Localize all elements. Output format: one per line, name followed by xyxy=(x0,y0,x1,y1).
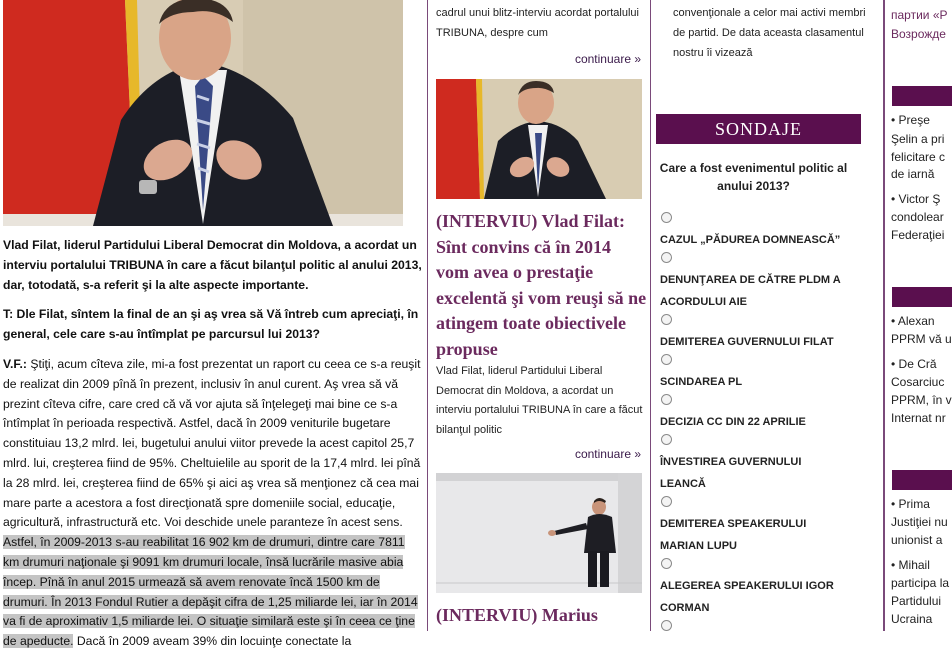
sidebar-item[interactable]: • Mihail xyxy=(891,558,930,572)
sidebar-item[interactable]: • Victor Ş xyxy=(891,192,941,206)
sidebar-item[interactable]: condolear xyxy=(891,210,944,224)
article-answer xyxy=(3,355,423,652)
poll-radio[interactable] xyxy=(661,620,672,631)
answer-tail: Dacă în 2009 aveam 39% din locuinţe conectate la xyxy=(73,634,352,649)
column-divider xyxy=(883,0,885,631)
sidebar-item[interactable]: Cosarciuc xyxy=(891,375,945,389)
poll-radio[interactable] xyxy=(661,496,672,507)
sidebar-item[interactable]: Justiţiei nu xyxy=(891,515,948,529)
poll-option-label[interactable]: ALEGEREA SPEAKERULUI IGOR xyxy=(660,580,834,592)
sidebar-item[interactable]: Federaţiei xyxy=(891,228,945,242)
article-question: T: Dle Filat, sîntem la final de an şi aş vrea să Vă întreb cum apreciaţi, în general, cele care s-au întîmplat pe parcursul lui 2013? xyxy=(3,307,419,341)
article-intro: Vlad Filat, liderul Partidului Liberal Democrat din Moldova, a acordat un interviu portalului TRIBUNA în care a făcut bilanţul politic al anului 2013, dar, totodată, s-a referit şi la alte aspecte importante. xyxy=(3,238,422,292)
poll-radio[interactable] xyxy=(661,252,672,263)
poll-radio[interactable] xyxy=(661,354,672,365)
sidebar-section-header xyxy=(892,86,952,106)
news-item-title[interactable]: (INTERVIU) Vlad Filat: Sînt convins că în 2014 vom avea o prestaţie excelentă şi vom reuşi să ne atingem toate obiectivele propuse xyxy=(436,211,647,359)
poll-option-label[interactable]: CAZUL „PĂDUREA DOMNEASCĂ” xyxy=(660,234,841,246)
sidebar-item[interactable]: unionist a xyxy=(891,533,943,547)
poll-option-label[interactable]: DEMITEREA GUVERNULUI FILAT xyxy=(660,336,834,348)
sidebar-text[interactable]: партии «Р xyxy=(891,8,948,22)
news-column xyxy=(428,0,650,631)
news-thumbnail[interactable] xyxy=(436,79,642,199)
portrait-photo-illustration xyxy=(3,0,403,226)
poll-radio[interactable] xyxy=(661,558,672,569)
lecture-photo-illustration xyxy=(436,473,642,593)
poll-column xyxy=(651,0,883,631)
news-item-desc: Vlad Filat, liderul Partidului Liberal Democrat din Moldova, a acordat un interviu portalului TRIBUNA în care a făcut bilanţul politic xyxy=(436,365,643,436)
sidebar-item[interactable]: • De Cră xyxy=(891,357,937,371)
poll-option-label[interactable]: ACORDULUI AIE xyxy=(660,296,747,308)
answer-label: V.F.: xyxy=(3,357,27,371)
poll-radio[interactable] xyxy=(661,314,672,325)
sidebar-item[interactable]: • Prima xyxy=(891,497,930,511)
poll-option-label[interactable]: DECIZIA CC DIN 22 APRILIE xyxy=(660,416,806,428)
poll-radio[interactable] xyxy=(661,394,672,405)
article-hero-photo xyxy=(3,0,403,226)
portrait-thumbnail-illustration xyxy=(436,79,642,199)
sidebar-text[interactable]: Возрожде xyxy=(891,27,946,41)
sidebar-item[interactable]: • Alexan xyxy=(891,314,935,328)
news-item-title[interactable]: (INTERVIU) Marius xyxy=(436,605,598,625)
sidebar-item[interactable]: Ucraina xyxy=(891,612,933,626)
sidebar-item[interactable]: Internat nr xyxy=(891,411,946,425)
poll-radio[interactable] xyxy=(661,212,672,223)
news-thumbnail[interactable] xyxy=(436,473,642,593)
sidebar-section-header xyxy=(892,470,952,490)
poll-option-label[interactable]: MARIAN LUPU xyxy=(660,540,737,552)
article-column xyxy=(0,0,427,649)
poll-question: Care a fost evenimentul politic al anului 2013? xyxy=(659,161,848,193)
sidebar-section-header xyxy=(892,287,952,307)
poll-option-label[interactable]: ÎNVESTIREA GUVERNULUI xyxy=(660,456,802,468)
poll-option-label[interactable]: DEMITEREA SPEAKERULUI xyxy=(660,518,807,530)
continue-link[interactable]: continuare » xyxy=(574,52,641,66)
news-snippet: cadrul unui blitz-interviu acordat portalului TRIBUNA, despre cum xyxy=(436,7,639,39)
poll-column-snippet: convenţionale a celor mai activi membri de partid. De data aceasta clasamentul nostru îi vizează xyxy=(673,7,866,59)
sidebar-item[interactable]: PPRM, în v xyxy=(891,393,952,407)
sidebar-item[interactable]: felicitare c xyxy=(891,150,946,164)
poll-option-label[interactable]: DENUNŢAREA DE CĂTRE PLDM A xyxy=(660,274,841,286)
poll-radio[interactable] xyxy=(661,434,672,445)
continue-link[interactable]: continuare » xyxy=(574,447,641,461)
highlighted-text: Astfel, în 2009-2013 s-au reabilitat 16 902 km de drumuri, dintre care 7811 km drumuri naţionale şi 9091 km drumuri locale, însă lucrările masive abia încep. Pînă în anul 2015 urmează să avem renovate încă 1500 km de drumuri. În 2013 Fondul Rutier a depăşit cifra de 1,25 miliarde lei, iar în 2014 va fi de aproximativ 1,5 miliarde lei. O situaţie similară este şi în ceea ce ţine de apeducte. xyxy=(3,535,418,649)
sidebar-item[interactable]: PPRM vă u xyxy=(891,332,952,346)
answer-text: Ştiţi, acum cîteva zile, mi-a fost prezentat un raport cu ceea ce s-a reuşit de realizat din 2009 pînă în prezent, inclusiv în anul curent. Aş vrea să vă prezint cîteva cifre, care cred că vă vor ajuta să înţelegeţi mai bine ce s-a întîmplat în perioada respectivă. Astfel, dacă în 2009 veniturile bugetare constituiau 13,2 mlrd. lei, bugetului anului viitor prevede la acest capitol 25,7 mlrd. lui, creşterea fiind de 95%. Cheltuielile au sporit de la 17,4 mlrd. lei pînă la 28 mlrd. lei, creşterea fiind de 65% şi aici aş vrea să menţionez că cea mai mare parte a acestora a fost direcţionată spre domeniile social, educaţie, agricultură, infrastructură etc. Voi deschide unele paranteze în acest sens. xyxy=(3,357,421,530)
sidebar-item[interactable]: Şelin a pri xyxy=(891,132,945,146)
sidebar-item[interactable]: de iarnă xyxy=(891,167,935,181)
poll-option-label[interactable]: LEANCĂ xyxy=(660,478,706,490)
poll-option-label[interactable]: SCINDAREA PL xyxy=(660,376,743,388)
sidebar-item[interactable]: participa la xyxy=(891,576,950,590)
sidebar-news-column xyxy=(886,0,952,631)
poll-heading: SONDAJE xyxy=(656,114,861,144)
poll-option-label[interactable]: CORMAN xyxy=(660,602,710,614)
sidebar-item[interactable]: Partidului xyxy=(891,594,942,608)
sidebar-item[interactable]: • Preşe xyxy=(891,113,930,127)
